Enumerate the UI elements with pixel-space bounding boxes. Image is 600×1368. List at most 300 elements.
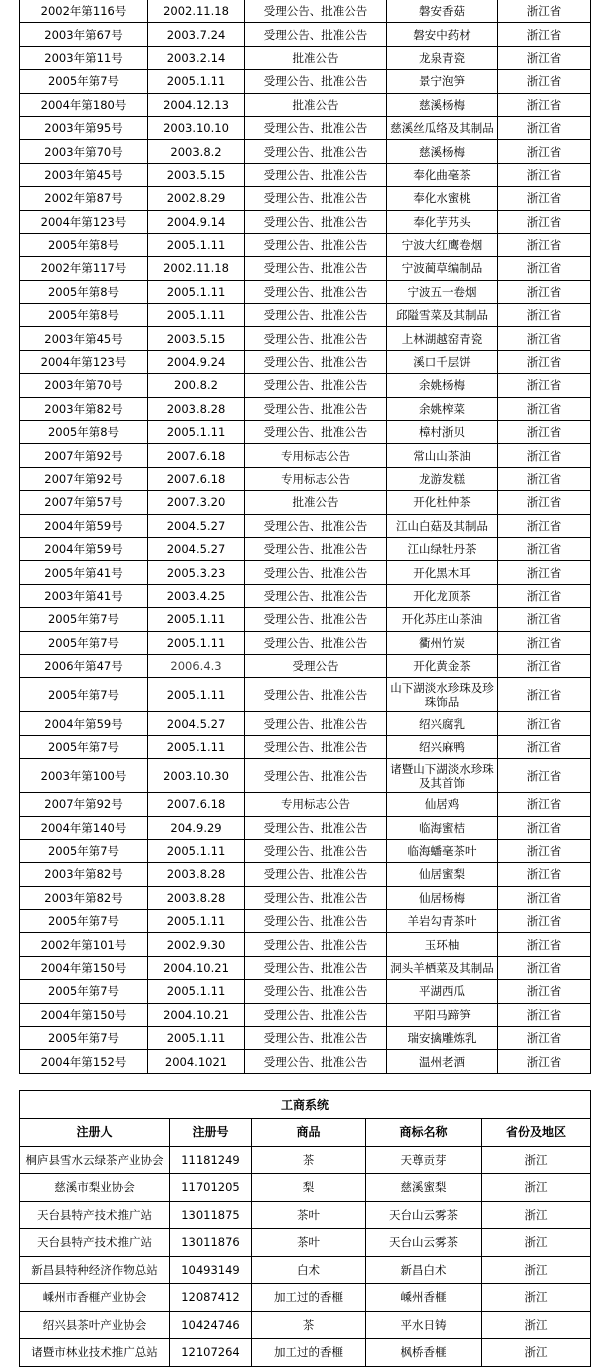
registrant-cell: 嵊州市香榧产业协会 [20, 1284, 170, 1312]
announcement-number-cell: 2004年第152号 [20, 1050, 148, 1073]
province-cell: 浙江省 [498, 444, 591, 467]
province-cell: 浙江省 [498, 584, 591, 607]
province-cell: 浙江省 [498, 140, 591, 163]
announcement-type-cell: 专用标志公告 [245, 444, 387, 467]
date-cell: 2004.12.13 [148, 93, 245, 116]
product-name-cell: 余姚杨梅 [387, 374, 498, 397]
reg-number-cell: 11181249 [170, 1146, 252, 1174]
announcement-number-cell: 2007年第92号 [20, 467, 148, 490]
commerce-system-table [19, 1090, 591, 1367]
announcement-number-cell: 2005年第8号 [20, 421, 148, 444]
province-cell: 浙江省 [498, 46, 591, 69]
announcement-number-cell: 2004年第123号 [20, 350, 148, 373]
product-name-cell: 临海蜜桔 [387, 816, 498, 839]
date-cell: 2005.3.23 [148, 561, 245, 584]
date-cell: 2004.5.27 [148, 514, 245, 537]
brand-cell: 天台山云雾茶 [366, 1229, 482, 1257]
product-name-cell: 山下湖淡水珍珠及珍珠饰品 [387, 678, 498, 712]
date-cell: 2003.8.28 [148, 886, 245, 909]
product-name-cell: 仙居杨梅 [387, 886, 498, 909]
announcement-type-cell: 受理公告、批准公告 [245, 514, 387, 537]
province-cell: 浙江省 [498, 1003, 591, 1026]
product-name-cell: 开化龙顶茶 [387, 584, 498, 607]
announcement-number-cell: 2004年第150号 [20, 1003, 148, 1026]
table-row [20, 444, 591, 467]
table-row [20, 1146, 591, 1174]
announcement-type-cell: 受理公告、批准公告 [245, 910, 387, 933]
goods-cell: 梨 [252, 1174, 366, 1202]
product-name-cell: 江山白菇及其制品 [387, 514, 498, 537]
announcement-number-cell: 2002年第101号 [20, 933, 148, 956]
date-cell: 2003.10.30 [148, 759, 245, 793]
table-row [20, 1027, 591, 1050]
province-cell: 浙江省 [498, 678, 591, 712]
product-name-cell: 开化苏庄山茶油 [387, 608, 498, 631]
date-cell: 2005.1.11 [148, 280, 245, 303]
announcement-number-cell: 2003年第70号 [20, 374, 148, 397]
announcement-type-cell: 受理公告、批准公告 [245, 584, 387, 607]
province-cell: 浙江省 [498, 839, 591, 862]
announcement-number-cell: 2004年第150号 [20, 956, 148, 979]
table-row [20, 257, 591, 280]
brand-cell: 天尊贡芽 [366, 1146, 482, 1174]
product-name-cell: 开化黑木耳 [387, 561, 498, 584]
product-name-cell: 邱隘雪菜及其制品 [387, 304, 498, 327]
province-cell: 浙江省 [498, 980, 591, 1003]
province-cell: 浙江省 [498, 70, 591, 93]
table-row [20, 0, 591, 23]
date-cell: 2006.4.3 [148, 654, 245, 677]
announcement-number-cell: 2004年第123号 [20, 210, 148, 233]
province-cell: 浙江省 [498, 421, 591, 444]
announcement-number-cell: 2003年第45号 [20, 327, 148, 350]
table-row [20, 678, 591, 712]
date-cell: 2003.4.25 [148, 584, 245, 607]
announcement-type-cell: 受理公告、批准公告 [245, 421, 387, 444]
commerce-table-body [20, 1146, 591, 1366]
province-cell: 浙江省 [498, 561, 591, 584]
table-row [20, 46, 591, 69]
announcement-number-cell: 2002年第117号 [20, 257, 148, 280]
header-region: 省份及地区 [482, 1119, 591, 1147]
table-row [20, 980, 591, 1003]
date-cell: 2004.1021 [148, 1050, 245, 1073]
announcement-number-cell: 2004年第59号 [20, 514, 148, 537]
table-row [20, 793, 591, 816]
product-name-cell: 溪口千层饼 [387, 350, 498, 373]
province-cell: 浙江省 [498, 886, 591, 909]
date-cell: 2005.1.11 [148, 233, 245, 256]
table-row [20, 1050, 591, 1073]
goods-cell: 加工过的香榧 [252, 1284, 366, 1312]
announcement-type-cell: 受理公告、批准公告 [245, 1027, 387, 1050]
announcement-number-cell: 2003年第82号 [20, 397, 148, 420]
announcement-type-cell: 受理公告、批准公告 [245, 678, 387, 712]
table-row [20, 187, 591, 210]
product-name-cell: 温州老酒 [387, 1050, 498, 1073]
date-cell: 2003.8.28 [148, 397, 245, 420]
province-cell: 浙江省 [498, 116, 591, 139]
announcement-type-cell: 受理公告、批准公告 [245, 1050, 387, 1073]
province-cell: 浙江省 [498, 233, 591, 256]
table-row [20, 397, 591, 420]
region-cell: 浙江 [482, 1284, 591, 1312]
region-cell: 浙江 [482, 1146, 591, 1174]
announcement-type-cell: 受理公告、批准公告 [245, 608, 387, 631]
table-row [20, 140, 591, 163]
announcement-number-cell: 2005年第8号 [20, 280, 148, 303]
date-cell: 2005.1.11 [148, 735, 245, 758]
table-row [20, 327, 591, 350]
table-row [20, 608, 591, 631]
table-row [20, 863, 591, 886]
date-cell: 2002.11.18 [148, 257, 245, 280]
date-cell: 200.8.2 [148, 374, 245, 397]
table-row [20, 374, 591, 397]
announcement-type-cell: 受理公告、批准公告 [245, 561, 387, 584]
announcement-type-cell: 受理公告、批准公告 [245, 350, 387, 373]
date-cell: 2003.10.10 [148, 116, 245, 139]
announcement-number-cell: 2004年第180号 [20, 93, 148, 116]
table-row [20, 491, 591, 514]
brand-cell: 枫桥香榧 [366, 1339, 482, 1367]
announcement-type-cell: 受理公告、批准公告 [245, 140, 387, 163]
table-row [20, 210, 591, 233]
brand-cell: 平水日铸 [366, 1311, 482, 1339]
announcement-number-cell: 2007年第57号 [20, 491, 148, 514]
table-row [20, 1256, 591, 1284]
province-cell: 浙江省 [498, 304, 591, 327]
date-cell: 2004.5.27 [148, 537, 245, 560]
date-cell: 2004.5.27 [148, 712, 245, 735]
registrant-cell: 天台县特产技术推广站 [20, 1201, 170, 1229]
announcement-number-cell: 2003年第82号 [20, 886, 148, 909]
product-name-cell: 开化杜仲茶 [387, 491, 498, 514]
announcement-number-cell: 2005年第7号 [20, 678, 148, 712]
product-name-cell: 瑞安擒雕炼乳 [387, 1027, 498, 1050]
announcement-type-cell: 受理公告、批准公告 [245, 980, 387, 1003]
table-row [20, 421, 591, 444]
province-cell: 浙江省 [498, 631, 591, 654]
announcement-type-cell: 受理公告、批准公告 [245, 187, 387, 210]
product-name-cell: 慈溪杨梅 [387, 93, 498, 116]
date-cell: 2007.3.20 [148, 491, 245, 514]
announcement-type-cell: 受理公告、批准公告 [245, 23, 387, 46]
announcement-type-cell: 受理公告、批准公告 [245, 933, 387, 956]
announcement-type-cell: 批准公告 [245, 93, 387, 116]
announcement-number-cell: 2005年第7号 [20, 631, 148, 654]
date-cell: 2005.1.11 [148, 608, 245, 631]
announcement-number-cell: 2002年第116号 [20, 0, 148, 23]
registrant-cell: 天台县特产技术推广站 [20, 1229, 170, 1257]
product-name-cell: 绍兴腐乳 [387, 712, 498, 735]
table-row [20, 1284, 591, 1312]
product-name-cell: 磐安中药材 [387, 23, 498, 46]
date-cell: 2007.6.18 [148, 444, 245, 467]
date-cell: 2004.10.21 [148, 1003, 245, 1026]
province-cell: 浙江省 [498, 1050, 591, 1073]
region-cell: 浙江 [482, 1311, 591, 1339]
province-cell: 浙江省 [498, 1027, 591, 1050]
goods-cell: 加工过的香榧 [252, 1339, 366, 1367]
product-name-cell: 平湖西瓜 [387, 980, 498, 1003]
table-row [20, 886, 591, 909]
commerce-title-row [20, 1091, 591, 1119]
table-row [20, 23, 591, 46]
date-cell: 204.9.29 [148, 816, 245, 839]
announcement-type-cell: 受理公告、批准公告 [245, 233, 387, 256]
commerce-header-row [20, 1119, 591, 1147]
table-row [20, 839, 591, 862]
date-cell: 2004.9.24 [148, 350, 245, 373]
announcement-number-cell: 2005年第7号 [20, 608, 148, 631]
reg-number-cell: 13011875 [170, 1201, 252, 1229]
reg-number-cell: 10493149 [170, 1256, 252, 1284]
table-row [20, 1339, 591, 1367]
product-name-cell: 江山绿牡丹茶 [387, 537, 498, 560]
product-name-cell: 开化黄金茶 [387, 654, 498, 677]
reg-number-cell: 13011876 [170, 1229, 252, 1257]
product-name-cell: 龙泉青瓷 [387, 46, 498, 69]
announcement-type-cell: 受理公告、批准公告 [245, 374, 387, 397]
announcement-number-cell: 2005年第8号 [20, 304, 148, 327]
announcement-number-cell: 2003年第70号 [20, 140, 148, 163]
date-cell: 2007.6.18 [148, 793, 245, 816]
date-cell: 2005.1.11 [148, 980, 245, 1003]
reg-number-cell: 11701205 [170, 1174, 252, 1202]
date-cell: 2005.1.11 [148, 678, 245, 712]
region-cell: 浙江 [482, 1174, 591, 1202]
table-row [20, 350, 591, 373]
announcement-type-cell: 受理公告、批准公告 [245, 956, 387, 979]
announcement-number-cell: 2003年第67号 [20, 23, 148, 46]
date-cell: 2003.2.14 [148, 46, 245, 69]
province-cell: 浙江省 [498, 257, 591, 280]
announcement-number-cell: 2006年第47号 [20, 654, 148, 677]
announcement-type-cell: 专用标志公告 [245, 467, 387, 490]
product-name-cell: 常山山茶油 [387, 444, 498, 467]
table-row [20, 816, 591, 839]
announcement-number-cell: 2003年第100号 [20, 759, 148, 793]
announcement-type-cell: 受理公告、批准公告 [245, 735, 387, 758]
province-cell: 浙江省 [498, 654, 591, 677]
table-row [20, 116, 591, 139]
announcement-number-cell: 2005年第7号 [20, 70, 148, 93]
product-name-cell: 平阳马蹄笋 [387, 1003, 498, 1026]
announcement-type-cell: 受理公告、批准公告 [245, 163, 387, 186]
announcement-type-cell: 受理公告、批准公告 [245, 631, 387, 654]
brand-cell: 嵊州香榧 [366, 1284, 482, 1312]
province-cell: 浙江省 [498, 374, 591, 397]
announcement-type-cell: 受理公告、批准公告 [245, 863, 387, 886]
province-cell: 浙江省 [498, 163, 591, 186]
announcement-type-cell: 受理公告、批准公告 [245, 70, 387, 93]
announcement-type-cell: 受理公告、批准公告 [245, 397, 387, 420]
province-cell: 浙江省 [498, 608, 591, 631]
announcement-type-cell: 批准公告 [245, 491, 387, 514]
province-cell: 浙江省 [498, 514, 591, 537]
province-cell: 浙江省 [498, 397, 591, 420]
header-registrant: 注册人 [20, 1119, 170, 1147]
announcement-type-cell: 受理公告、批准公告 [245, 886, 387, 909]
table-row [20, 631, 591, 654]
registrant-cell: 新昌县特种经济作物总站 [20, 1256, 170, 1284]
registrant-cell: 绍兴县茶叶产业协会 [20, 1311, 170, 1339]
province-cell: 浙江省 [498, 816, 591, 839]
province-cell: 浙江省 [498, 793, 591, 816]
announcement-type-cell: 专用标志公告 [245, 793, 387, 816]
product-name-cell: 磐安香菇 [387, 0, 498, 23]
date-cell: 2005.1.11 [148, 839, 245, 862]
table-row [20, 467, 591, 490]
table-row [20, 561, 591, 584]
announcement-type-cell: 受理公告、批准公告 [245, 116, 387, 139]
product-name-cell: 奉化芋艿头 [387, 210, 498, 233]
date-cell: 2005.1.11 [148, 910, 245, 933]
table-row [20, 759, 591, 793]
goods-cell: 茶 [252, 1311, 366, 1339]
province-cell: 浙江省 [498, 0, 591, 23]
table-row [20, 93, 591, 116]
header-goods: 商品 [252, 1119, 366, 1147]
announcement-number-cell: 2005年第7号 [20, 1027, 148, 1050]
announcement-number-cell: 2004年第140号 [20, 816, 148, 839]
announcement-number-cell: 2003年第82号 [20, 863, 148, 886]
table-row [20, 163, 591, 186]
province-cell: 浙江省 [498, 910, 591, 933]
announcement-number-cell: 2007年第92号 [20, 793, 148, 816]
product-name-cell: 诸暨山下湖淡水珍珠及其首饰 [387, 759, 498, 793]
province-cell: 浙江省 [498, 933, 591, 956]
product-name-cell: 奉化水蜜桃 [387, 187, 498, 210]
date-cell: 2005.1.11 [148, 1027, 245, 1050]
announcement-number-cell: 2004年第59号 [20, 712, 148, 735]
announcement-number-cell: 2002年第87号 [20, 187, 148, 210]
date-cell: 2002.8.29 [148, 187, 245, 210]
province-cell: 浙江省 [498, 863, 591, 886]
announcement-number-cell: 2007年第92号 [20, 444, 148, 467]
goods-cell: 白术 [252, 1256, 366, 1284]
header-reg-number: 注册号 [170, 1119, 252, 1147]
announcement-type-cell: 受理公告、批准公告 [245, 257, 387, 280]
date-cell: 2003.8.28 [148, 863, 245, 886]
announcement-number-cell: 2005年第7号 [20, 839, 148, 862]
table-row [20, 1229, 591, 1257]
gi-table-body [20, 0, 591, 1073]
table-row [20, 712, 591, 735]
province-cell: 浙江省 [498, 491, 591, 514]
announcement-type-cell: 受理公告、批准公告 [245, 304, 387, 327]
announcement-type-cell: 受理公告、批准公告 [245, 839, 387, 862]
table-row [20, 70, 591, 93]
announcement-number-cell: 2005年第7号 [20, 980, 148, 1003]
product-name-cell: 余姚榨菜 [387, 397, 498, 420]
region-cell: 浙江 [482, 1339, 591, 1367]
product-name-cell: 洞头羊栖菜及其制品 [387, 956, 498, 979]
product-name-cell: 羊岩勾青茶叶 [387, 910, 498, 933]
announcement-number-cell: 2005年第7号 [20, 910, 148, 933]
product-name-cell: 玉环柚 [387, 933, 498, 956]
table-row [20, 735, 591, 758]
date-cell: 2007.6.18 [148, 467, 245, 490]
product-name-cell: 上林湖越窑青瓷 [387, 327, 498, 350]
province-cell: 浙江省 [498, 537, 591, 560]
province-cell: 浙江省 [498, 93, 591, 116]
registrant-cell: 慈溪市梨业协会 [20, 1174, 170, 1202]
reg-number-cell: 10424746 [170, 1311, 252, 1339]
announcement-type-cell: 受理公告、批准公告 [245, 759, 387, 793]
date-cell: 2003.8.2 [148, 140, 245, 163]
province-cell: 浙江省 [498, 280, 591, 303]
table-row [20, 1174, 591, 1202]
province-cell: 浙江省 [498, 956, 591, 979]
commerce-title: 工商系统 [20, 1091, 591, 1119]
date-cell: 2004.9.14 [148, 210, 245, 233]
date-cell: 2005.1.11 [148, 421, 245, 444]
table-row [20, 933, 591, 956]
product-name-cell: 景宁泡笋 [387, 70, 498, 93]
reg-number-cell: 12087412 [170, 1284, 252, 1312]
announcement-type-cell: 受理公告、批准公告 [245, 712, 387, 735]
announcement-type-cell: 受理公告、批准公告 [245, 327, 387, 350]
province-cell: 浙江省 [498, 735, 591, 758]
announcement-type-cell: 受理公告、批准公告 [245, 210, 387, 233]
table-row [20, 654, 591, 677]
product-name-cell: 奉化曲毫茶 [387, 163, 498, 186]
table-row [20, 514, 591, 537]
announcement-type-cell: 受理公告、批准公告 [245, 0, 387, 23]
province-cell: 浙江省 [498, 759, 591, 793]
product-name-cell: 宁波大红鹰卷烟 [387, 233, 498, 256]
announcement-number-cell: 2004年第59号 [20, 537, 148, 560]
product-name-cell: 衢州竹炭 [387, 631, 498, 654]
date-cell: 2003.5.15 [148, 327, 245, 350]
announcement-number-cell: 2003年第41号 [20, 584, 148, 607]
announcement-type-cell: 受理公告、批准公告 [245, 1003, 387, 1026]
announcement-number-cell: 2005年第41号 [20, 561, 148, 584]
announcement-type-cell: 受理公告、批准公告 [245, 816, 387, 839]
date-cell: 2002.11.18 [148, 0, 245, 23]
province-cell: 浙江省 [498, 712, 591, 735]
goods-cell: 茶 [252, 1146, 366, 1174]
brand-cell: 天台山云雾茶 [366, 1201, 482, 1229]
product-name-cell: 仙居蜜梨 [387, 863, 498, 886]
table-row [20, 1003, 591, 1026]
province-cell: 浙江省 [498, 187, 591, 210]
table-row [20, 537, 591, 560]
table-row [20, 1311, 591, 1339]
brand-cell: 慈溪蜜梨 [366, 1174, 482, 1202]
table-row [20, 956, 591, 979]
table-row [20, 233, 591, 256]
reg-number-cell: 12107264 [170, 1339, 252, 1367]
product-name-cell: 宁波蔺草编制品 [387, 257, 498, 280]
region-cell: 浙江 [482, 1201, 591, 1229]
brand-cell: 新昌白术 [366, 1256, 482, 1284]
announcement-type-cell: 受理公告 [245, 654, 387, 677]
table-row [20, 584, 591, 607]
table-row [20, 1201, 591, 1229]
goods-cell: 茶叶 [252, 1201, 366, 1229]
product-name-cell: 绍兴麻鸭 [387, 735, 498, 758]
region-cell: 浙江 [482, 1256, 591, 1284]
announcement-type-cell: 受理公告、批准公告 [245, 280, 387, 303]
product-name-cell: 宁波五一卷烟 [387, 280, 498, 303]
table-row [20, 910, 591, 933]
goods-cell: 茶叶 [252, 1229, 366, 1257]
date-cell: 2005.1.11 [148, 304, 245, 327]
province-cell: 浙江省 [498, 23, 591, 46]
